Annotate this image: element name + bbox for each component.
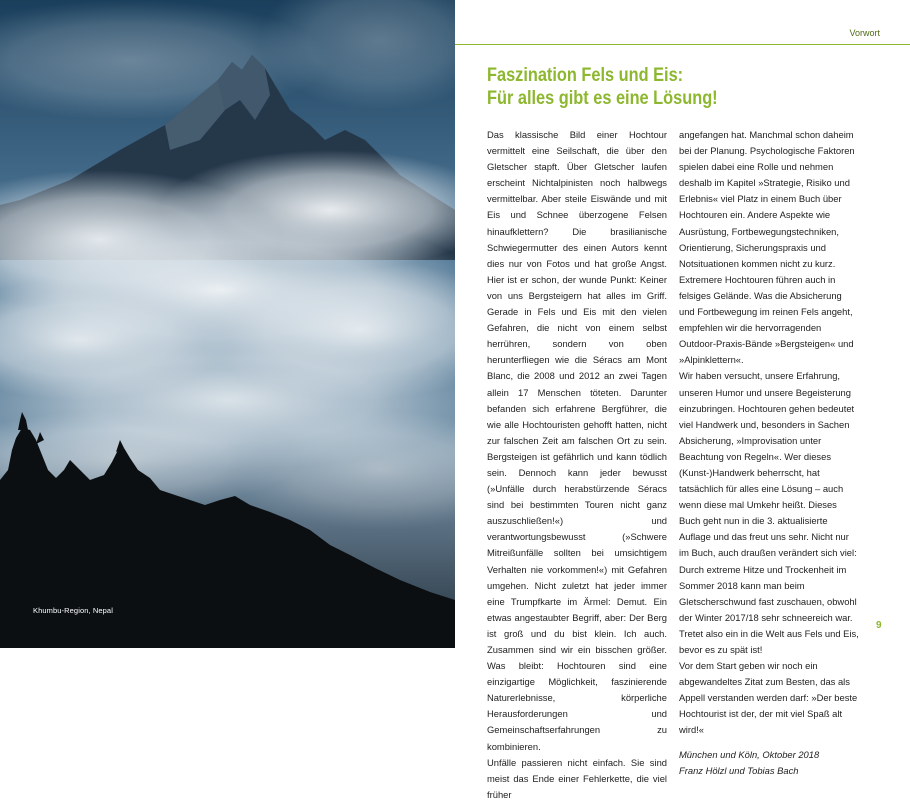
paragraph: Vor dem Start geben wir noch ein abgewandeltes Zitat zum Besten, das als Appell verstanden werden darf: »Der beste Hochtourist ist der, der mit viel Spaß alt wird!« — [679, 660, 858, 736]
photo-illustration — [0, 0, 455, 648]
paragraph: Wir haben versucht, unsere Erfahrung, unseren Humor und unsere Begeisterung einzubringen. Hochtouren gehen bedeutet viel Handwerk und, besonders in Sachen Absicherung, »Improvisation unter Beachtung von Regeln«. Wer dieses (Kunst-)Handwerk beherrscht, hat tatsächlich für alles eine Lösung – auch wenn diese mal Umkehr heißt. Dieses Buch geht nun in die 3. aktualisierte Auflage und das freut uns sehr. Nicht nur im Buch, auch draußen verändert sich viel: Durch extreme Hitze und Trockenheit im Sommer 2018 kann man beim Gletscherschwund fast zuschauen, obwohl der Winter 2017/18 sehr schneereich war. Tretet also ein in die Welt aus Fels und Eis, bevor es zu spät ist! — [679, 370, 859, 655]
page-number: 9 — [876, 620, 882, 631]
signature-place: München und Köln, Oktober 2018 — [679, 748, 820, 760]
chapter-title — [487, 64, 831, 110]
header-rule — [455, 44, 910, 45]
signature-authors: Franz Hölzl und Tobias Bach — [679, 764, 799, 776]
mountain-photo — [0, 0, 455, 648]
title-line-1: Faszination Fels und Eis: — [487, 65, 684, 86]
photo-caption: Khumbu-Region, Nepal — [33, 606, 113, 615]
text-column-right — [679, 127, 859, 779]
title-line-2: Für alles gibt es eine Lösung! — [487, 88, 718, 109]
text-column-left — [487, 127, 667, 803]
paragraph: Unfälle passieren nicht einfach. Sie sind meist das Ende einer Fehlerkette, die viel früher — [487, 756, 667, 800]
paragraph: angefangen hat. Manchmal schon daheim bei der Planung. Psychologische Faktoren spielen dabei eine Rolle und nehmen deshalb im Kapitel »Strategie, Risiko und Erlebnis« viel Platz in einem Buch über Hochtouren ein. Andere Aspekte wie Ausrüstung, Fortbewegungstechniken, Orientierung, Sicherungspraxis und Notsituationen kommen nicht zu kurz. Extremere Hochtouren führen auch in felsiges Gelände. Was die Absicherung und Fortbewegung im reinen Fels angeht, empfehlen wir die hervorragenden Outdoor-Praxis-Bände »Bergsteigen« und »Alpinklettern«. — [679, 129, 855, 366]
paragraph: Das klassische Bild einer Hochtour vermittelt eine Seilschaft, die über den Gletscher stapft. Über Gletscher laufen erscheint Nichtalpinisten noch halbwegs vermittelbar. Aber steile Eiswände und mit Eis und Schnee überzogene Felsen hinaufklettern? Die brasilianische Schwiegermutter des einen Autors kennt dies nur von Fotos und hat große Angst. Hier ist er schon, der wunde Punkt: Keiner von uns Bergsteigern hat alles im Griff. Gerade in Fels und Eis mit den vielen Gefahren, die nicht von einem selbst herrühren, sondern von oben herunterfliegen wie die Séracs am Mont Blanc, die 2008 und 2012 an zwei Tagen allein 17 Menschen töteten. Darunter befanden sich erfahrene Bergführer, die wie alle Hochtouristen gehofft hatten, nicht zur falschen Zeit am falschen Ort zu sein. Bergsteigen ist gefährlich und kann tödlich sein. Dennoch kann jeder bewusst (»Unfälle durch herabstürzende Séracs sind bei bestimmten Touren nicht ganz auszuschließen!«) und verantwortungsbewusst (»Schwere Mitreißunfälle sollten bei umsichtigem Verhalten nie vorkommen!«) mit Gefahren umgehen. Nicht zuletzt hat jeder immer eine Trumpfkarte im Ärmel: Demut. Ein etwas angestaubter Begriff, aber: Der Berg ist groß und du bist klein. Ich auch. Zusammen sind wir ein bisschen größer. Was bleibt: Hochtouren sind eine einzigartige Möglichkeit, faszinierende Naturerlebnisse, körperliche Herausforderungen und Gemeinschaftserfahrungen zu kombinieren. — [487, 129, 667, 752]
section-label: Vorwort — [849, 28, 880, 38]
